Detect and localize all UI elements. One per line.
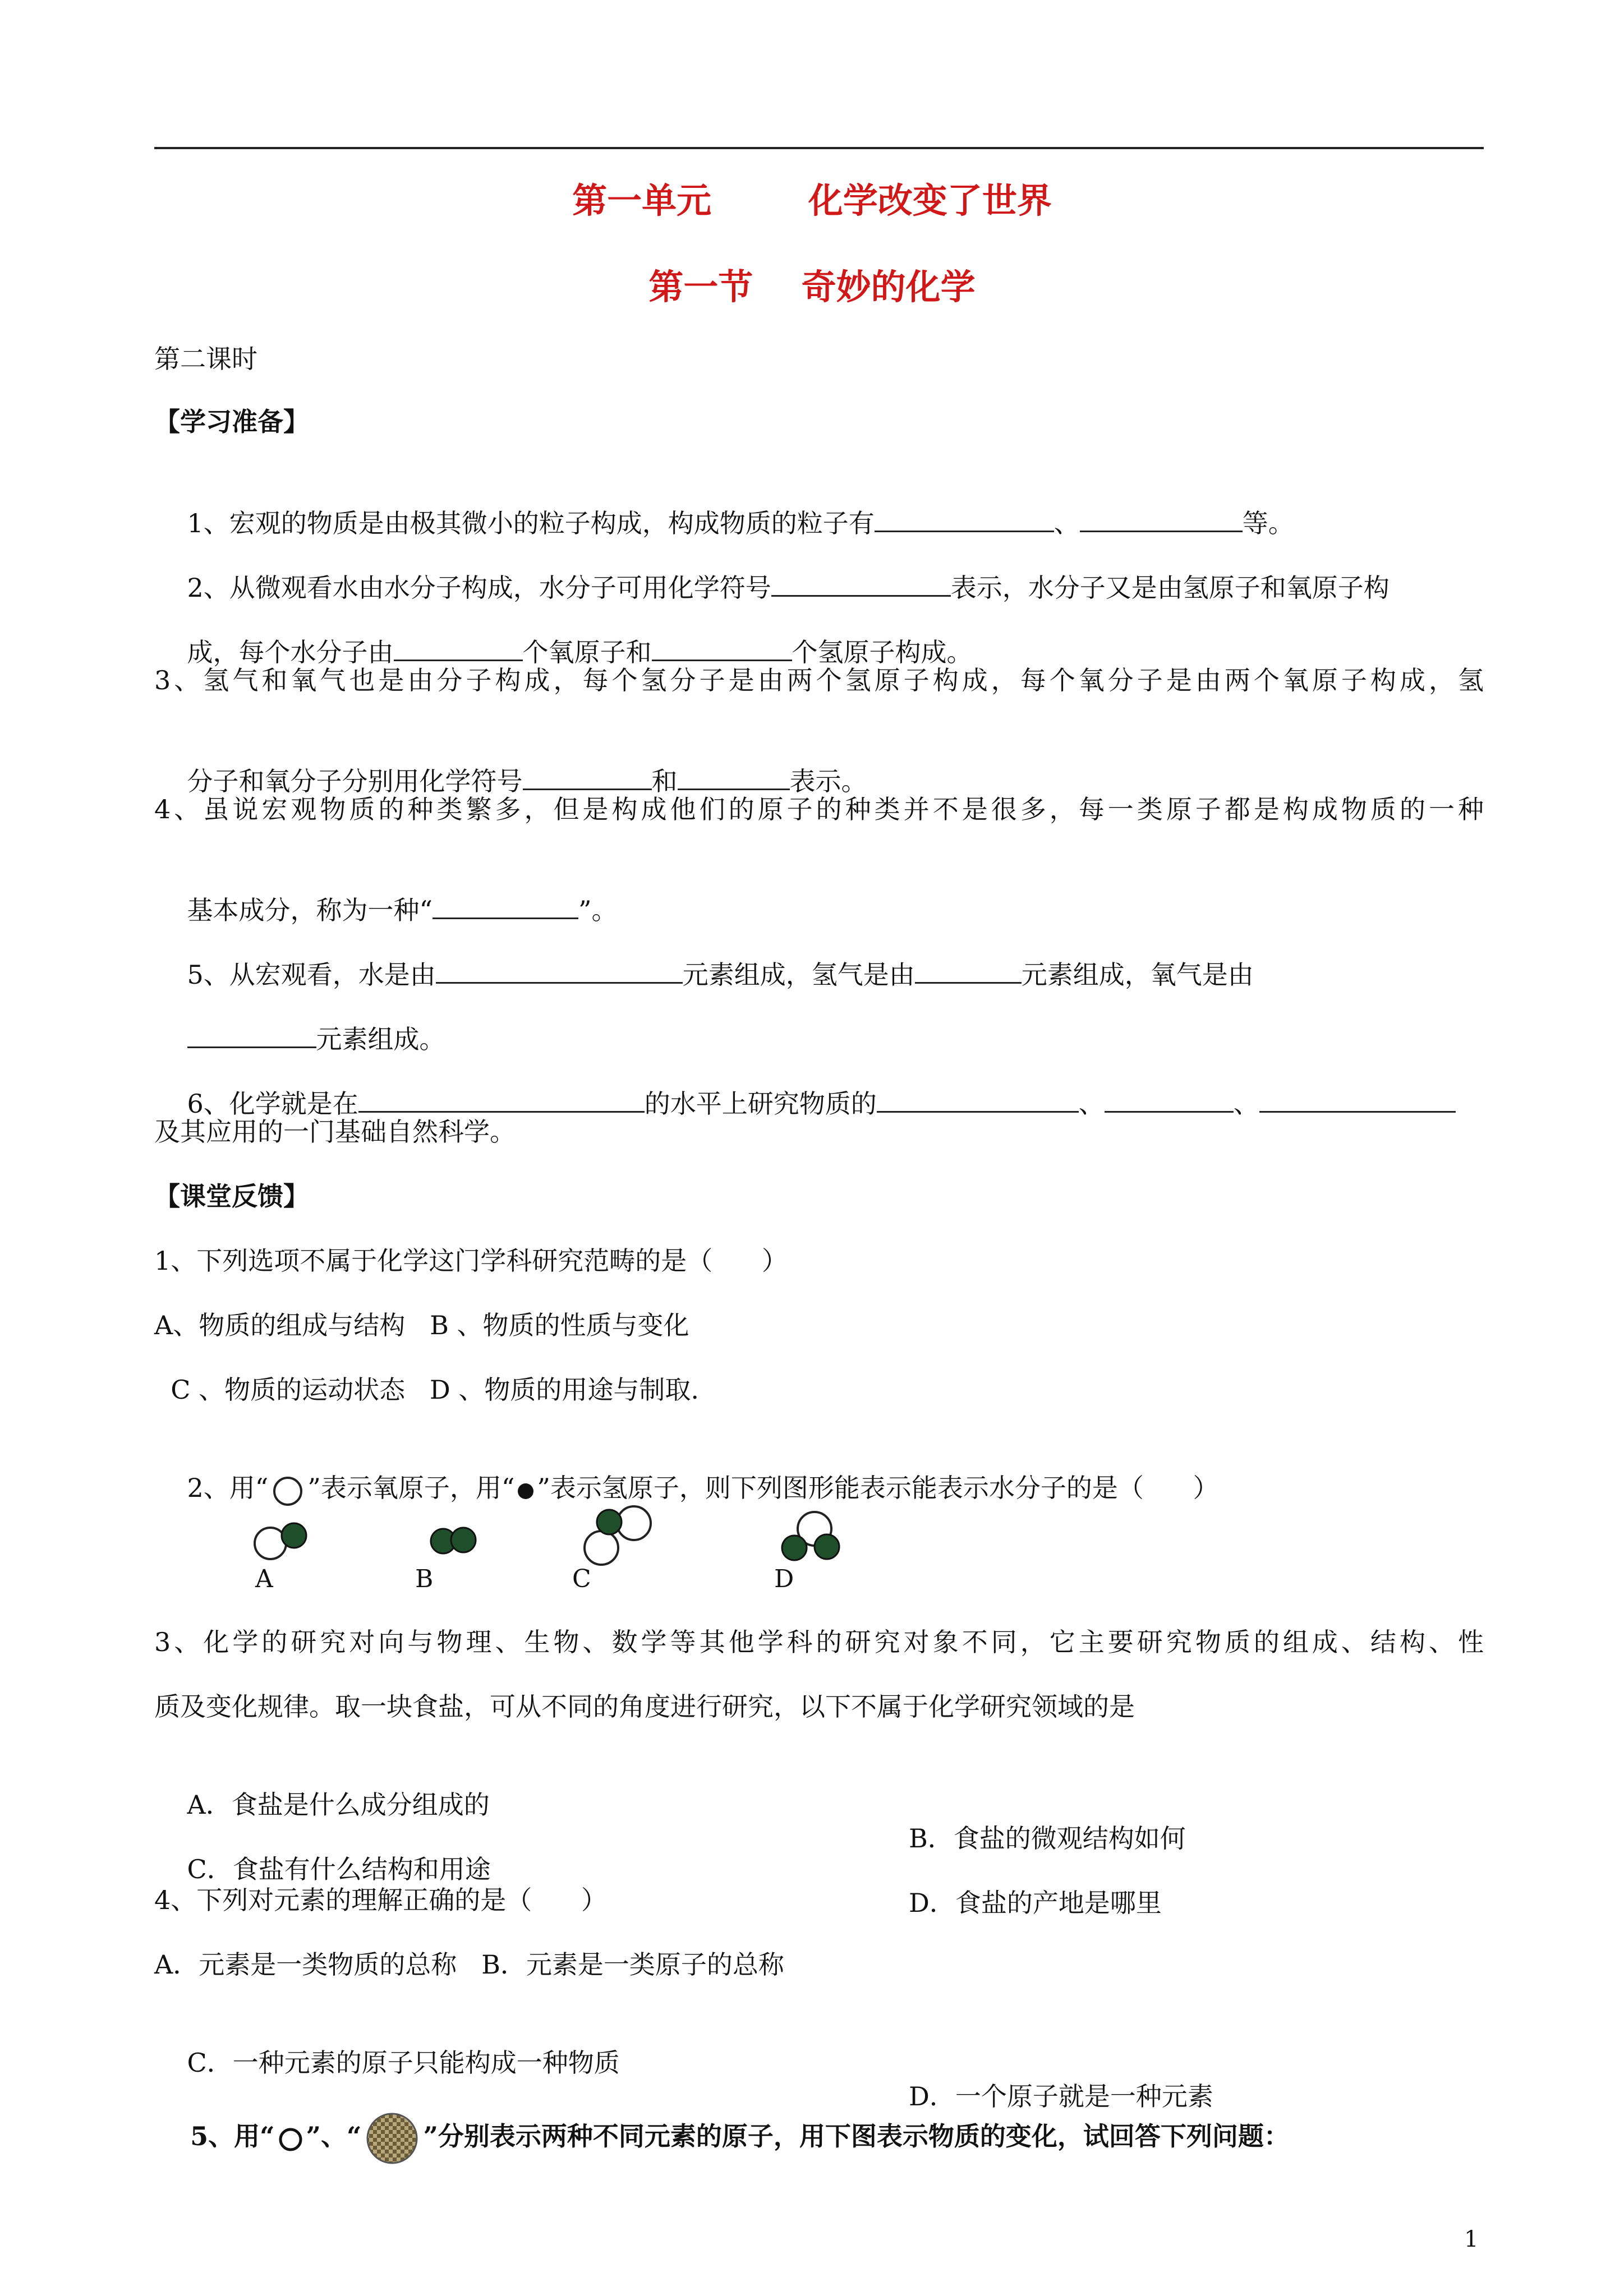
prep-q1-text: 等。 bbox=[1242, 508, 1294, 538]
feedback-q1-stem: 1、下列选项不属于化学这门学科研究范畴的是（ ） bbox=[154, 1246, 788, 1276]
feedback-q5-text: ”分别表示两种不同元素的原子，用下图表示物质的变化，试回答下列问题： bbox=[423, 2121, 1290, 2151]
option-label-a: A bbox=[255, 1565, 273, 1593]
blank[interactable] bbox=[678, 762, 790, 790]
prep-q4-text: 基本成分，称为一种“ bbox=[187, 895, 433, 925]
blank[interactable] bbox=[358, 1084, 645, 1113]
section-title: 第一节 奇妙的化学 bbox=[648, 266, 976, 307]
feedback-q2-text: ”表示氧原子，用“ bbox=[307, 1473, 515, 1503]
prep-q2-text: 个氧原子和 bbox=[522, 637, 652, 667]
molecule-option-c-icon bbox=[572, 1497, 673, 1570]
feedback-q5-text: 5、用“ bbox=[190, 2121, 275, 2151]
blank[interactable] bbox=[1259, 1084, 1456, 1113]
prep-q6-text: 、 bbox=[1078, 1089, 1105, 1119]
prep-q2-text: 个氢原子构成。 bbox=[792, 637, 973, 667]
feedback-q2-text: ”表示氢原子，则下列图形能表示能表示水分子的是（ ） bbox=[537, 1473, 1219, 1503]
blank[interactable] bbox=[915, 955, 1022, 984]
blank[interactable] bbox=[523, 762, 652, 790]
blank[interactable] bbox=[436, 955, 683, 984]
feedback-q3-stem1: 3、化学的研究对向与物理、生物、数学等其他学科的研究对象不同，它主要研究物质的组成、结构、性 bbox=[154, 1627, 1484, 1657]
header-rule bbox=[154, 147, 1484, 149]
blank[interactable] bbox=[877, 1084, 1079, 1113]
feedback-q5-stem bbox=[154, 2077, 1484, 2200]
feedback-q3-option-d: D．食盐的产地是哪里 bbox=[909, 1888, 1162, 1918]
prep-q1-text: 1、宏观的物质是由极其微小的粒子构成，构成物质的粒子有 bbox=[187, 508, 875, 538]
option-label-b: B bbox=[415, 1565, 434, 1593]
prep-heading: 【学习准备】 bbox=[154, 407, 309, 437]
oxygen-atom-icon bbox=[268, 1473, 307, 1507]
feedback-q4-stem: 4、下列对元素的理解正确的是（ ） bbox=[154, 1885, 607, 1915]
prep-q6-text: 的水平上研究物质的 bbox=[644, 1089, 877, 1119]
option-label-d: D bbox=[774, 1565, 794, 1593]
prep-q4-text: ”。 bbox=[578, 895, 618, 925]
feedback-q4-options-ab: A．元素是一类物质的总称 B．元素是一类原子的总称 bbox=[154, 1949, 784, 1980]
feedback-q1-options-cd: C 、物质的运动状态 D 、物质的用途与制取. bbox=[154, 1375, 700, 1405]
prep-q4-line1: 4、虽说宏观物质的种类繁多，但是构成他们的原子的种类并不是很多，每一类原子都是构成物质的一种 bbox=[154, 794, 1484, 824]
prep-q3-text: 表示。 bbox=[789, 766, 867, 796]
prep-q2-text: 表示，水分子又是由氢原子和氧原子构 bbox=[950, 573, 1390, 603]
blank[interactable] bbox=[1105, 1084, 1234, 1113]
feedback-q3-option-a: A．食盐是什么成分组成的 bbox=[187, 1790, 490, 1820]
lesson-label: 第二课时 bbox=[154, 344, 257, 374]
blank[interactable] bbox=[771, 568, 951, 597]
blank[interactable] bbox=[1080, 504, 1243, 532]
feedback-q4-option-c: C．一种元素的原子只能构成一种物质 bbox=[187, 2048, 620, 2078]
feedback-heading: 【课堂反馈】 bbox=[154, 1181, 309, 1211]
prep-q6-text: 6、化学就是在 bbox=[187, 1089, 358, 1119]
feedback-q4-option-d: D．一个原子就是一种元素 bbox=[909, 2081, 1213, 2111]
option-label-c: C bbox=[572, 1565, 591, 1593]
prep-q1-text: 、 bbox=[1053, 508, 1080, 538]
feedback-q5-text: ”、“ bbox=[306, 2121, 362, 2151]
blank[interactable] bbox=[187, 1020, 316, 1048]
hydrogen-atom-icon bbox=[514, 1473, 537, 1507]
unit-title: 第一单元 化学改变了世界 bbox=[572, 180, 1052, 221]
prep-q3-text: 和 bbox=[651, 766, 678, 796]
prep-q5-text: 元素组成，氧气是由 bbox=[1021, 960, 1254, 990]
blank[interactable] bbox=[875, 504, 1054, 532]
feedback-q3-option-c: C．食盐有什么结构和用途 bbox=[187, 1854, 491, 1884]
feedback-q2-text: 2、用“ bbox=[187, 1473, 269, 1503]
feedback-q3-option-b: B．食盐的微观结构如何 bbox=[909, 1823, 1186, 1854]
prep-q5-text: 元素组成，氢气是由 bbox=[682, 960, 915, 990]
feedback-q1-options-ab: A、物质的组成与结构 B 、物质的性质与变化 bbox=[154, 1310, 689, 1340]
atom-type1-icon bbox=[275, 2122, 306, 2155]
prep-q2-text: 2、从微观看水由水分子构成，水分子可用化学符号 bbox=[187, 573, 771, 603]
feedback-q3-stem2: 质及变化规律。取一块食盐，可从不同的角度进行研究，以下不属于化学研究领域的是 bbox=[154, 1691, 1135, 1722]
molecule-option-d-icon bbox=[769, 1503, 858, 1570]
molecule-option-a-icon bbox=[247, 1509, 325, 1570]
blank[interactable] bbox=[394, 633, 523, 661]
prep-q5-text: 5、从宏观看，水是由 bbox=[187, 960, 436, 990]
prep-q5-text: 元素组成。 bbox=[316, 1024, 445, 1054]
blank[interactable] bbox=[652, 633, 792, 661]
prep-q6-line2: 及其应用的一门基础自然科学。 bbox=[154, 1117, 516, 1147]
molecule-option-b-icon bbox=[421, 1509, 499, 1570]
atom-type2-icon bbox=[361, 2110, 423, 2166]
prep-q3-text: 分子和氧分子分别用化学符号 bbox=[187, 766, 523, 796]
blank[interactable] bbox=[433, 891, 578, 919]
prep-q6-text: 、 bbox=[1233, 1089, 1259, 1119]
prep-q2-text: 成，每个水分子由 bbox=[187, 637, 394, 667]
page-number: 1 bbox=[1464, 2226, 1479, 2252]
prep-q3-line1: 3、氢气和氧气也是由分子构成，每个氢分子是由两个氢原子构成，每个氧分子是由两个氧原子构成，氢 bbox=[154, 665, 1484, 695]
